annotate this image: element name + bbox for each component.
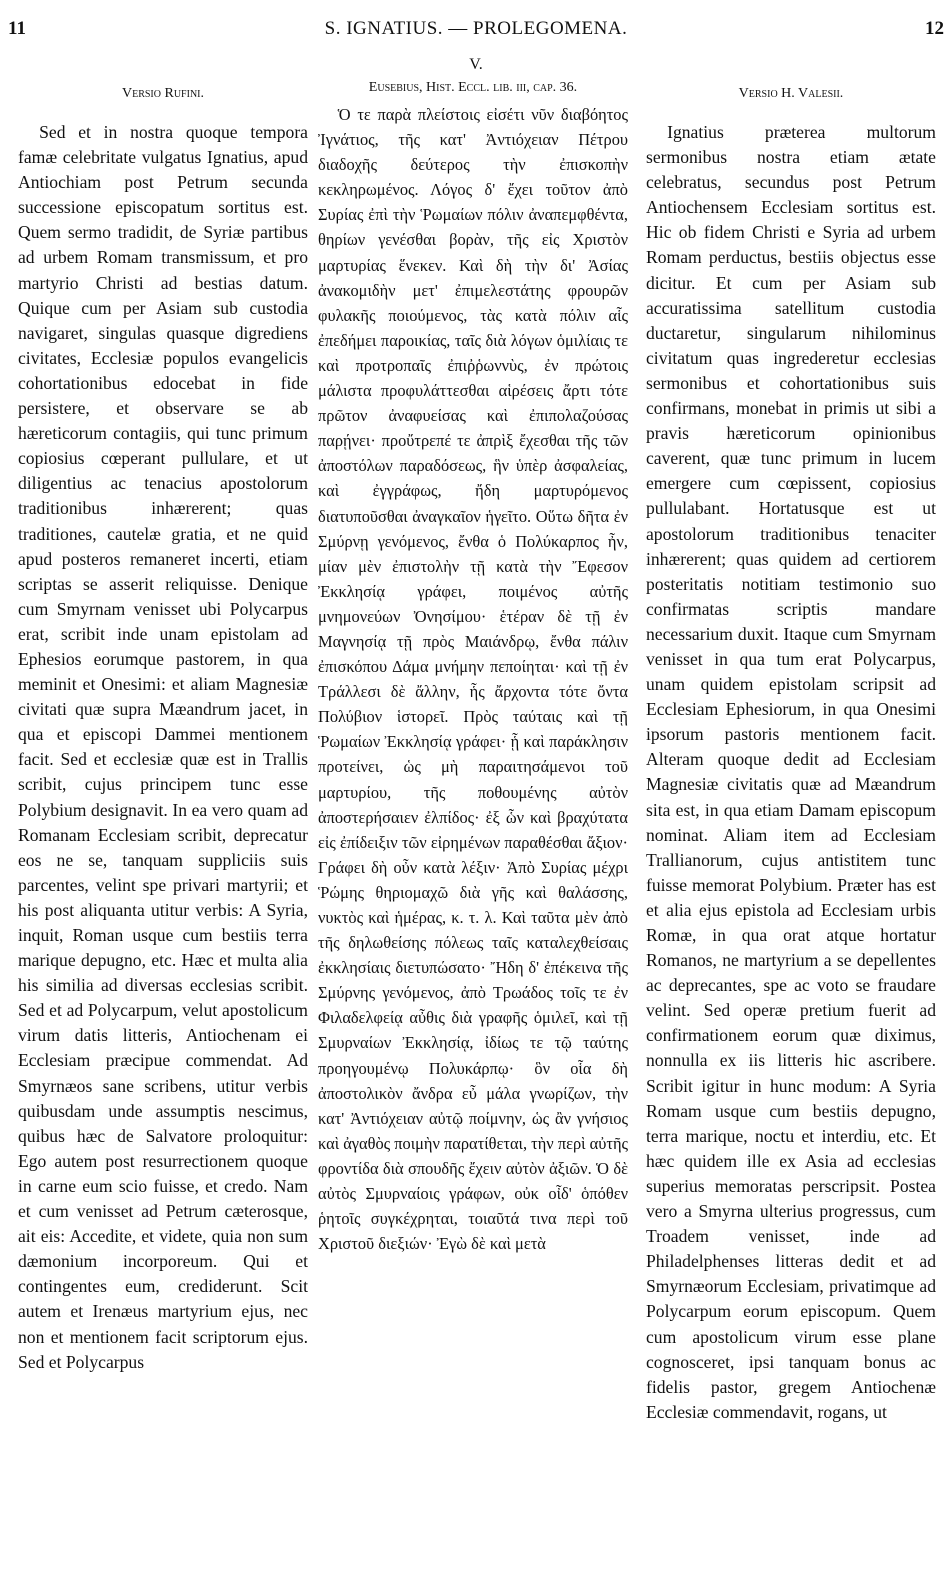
column-text-valesius [646,120,936,1425]
column-eusebius [318,78,628,1256]
column-text-rufinus [18,120,308,1375]
latin-text-rufinus: Sed et in nostra quoque tempora famæ celebritate vulgatus Ignatius, apud Antiochiam post Petrum secunda successione episcopatum sortitus est. Quem sermo tradidit, de Syriæ partibus ad urbem Romam transmissum, et pro martyrio Christi ad bestias datum. Quique cum per Asiam sub custodia navigaret, singulas quasque digrediens civitates, Ecclesiæ populos evangelicis cohortationibus edocebat in fide persistere, et observare se ab hæreticorum contagiis, qui tunc primum copiosius cœperant pullulare, et ut diligentius ac tenacius apostolorum traditionibus inhærerent; quas traditiones, cautelæ gratia, et ne quid apud posteros remaneret incerti, etiam scriptas se asserit reliquisse. Denique cum Smyrnam venisset ubi Polycarpus erat, scribit inde unam epistolam ad Ephesios eorumque pastorem, in qua meminit et Onesimi: et aliam Magnesiæ civitati quæ supra Mæandrum jacet, in qua et episcopi Dammei mentionem facit. Sed et ecclesiæ quæ est in Trallis scribit, cujus principem tunc esse Polybium designavit. In ea vero quam ad Romanam Ecclesiam scribit, deprecatur eos ne se, tanquam suppliciis suis parcentes, velint spe privari martyrii; et his post aliquanta utitur verbis: A Syria, inquit, Roman usque cum bestiis terra marique depugno, etc. Hæc et multa alia his similia ad diversas ecclesias scribit. Sed et ad Polycarpum, velut apostolicum virum datis litteris, Antiochenam ei Ecclesiam præcipue commendat. Ad Smyrnæos sane scribens, utitur verbis quibusdam unde assumptis nescimus, quibus hæc de Salvatore proloquitur: Ego autem post resurrectionem quoque in carne eum scio fuisse, et credo. Nam et cum venisset ad Petrum cæterosque, ait eis: Accedite, et videte, quia non sum dæmonium incorporeum. Qui et contingentes eum, crediderunt. Scit autem et Irenæus martyrium ejus, nec non et mentionem facit scriptorum ejus. Sed et Polycarpus [18,122,308,1372]
section-number: V. [469,56,483,73]
column-rufinus [18,78,308,1375]
running-title: S. IGNATIUS. — PROLEGOMENA. [324,18,628,39]
page-number-left: 11 [8,18,26,39]
greek-text-eusebius: Ὁ τε παρὰ πλείστοις εἰσέτι νῦν διαβόητος Ἰγνάτιος, τῆς κατ' Ἀντιόχειαν Πέτρου διαδοχῆς δεύτερος τὴν ἐπισκοπὴν κεκληρωμένος. Λόγος δ' ἔχει τοῦτον ἀπὸ Συρίας ἐπὶ τὴν Ῥωμαίων πόλιν ἀναπεμφθέντα, θηρίων γενέσθαι βορὰν, τῆς εἰς Χριστὸν μαρτυρίας ἕνεκεν. Καὶ δὴ τὴν δι' Ἀσίας ἀνακομιδὴν μετ' ἐπιμελεστάτης φρουρῶν φυλακῆς ποιούμενος, τὰς κατὰ πόλιν αἷς ἐπεδήμει παροικίας, ταῖς διὰ λόγων ὁμιλίαις τε καὶ προτροπαῖς ἐπιῤῥωννὺς, ἐν πρώτοις μάλιστα προφυλάττεσθαι αἱρέσεις ἄρτι τότε πρῶτον ἀναφυείσας καὶ ἐπιπολαζούσας παρῄνει· προὔτρεπέ τε ἀπρὶξ ἔχεσθαι τῆς τῶν ἀποστόλων παραδόσεως, ἣν ὑπὲρ ἀσφαλείας, καὶ ἐγγράφως, ἤδη μαρτυρόμενος διατυποῦσθαι ἀναγκαῖον ἡγεῖτο. Οὕτω δῆτα ἐν Σμύρνῃ γενόμενος, ἔνθα ὁ Πολύκαρπος ἦν, μίαν μὲν ἐπιστολὴν τῇ κατὰ τὴν Ἔφεσον Ἐκκλησίᾳ γράφει, ποιμένος αὐτῆς μνημονεύων Ὀνησίμου· ἑτέραν δὲ τῇ ἐν Μαγνησίᾳ τῇ πρὸς Μαιάνδρῳ, ἔνθα πάλιν ἐπισκόπου Δάμα μνήμην πεποίηται· καὶ τῇ ἐν Τράλλεσι δὲ ἄλλην, ἧς ἄρχοντα τότε ὄντα Πολύβιον ἱστορεῖ. Πρὸς ταύταις καὶ τῇ Ῥωμαίων Ἐκκλησίᾳ γράφει· ᾗ καὶ παράκλησιν προτείνει, ὡς μὴ παραιτησάμενοι τοῦ μαρτυρίου, τῆς ποθουμένης αὐτὸν ἀποστερήσαιεν ἐλπίδος· ἐξ ὧν καὶ βραχύτατα εἰς ἐπίδειξιν τῶν εἰρημένων παραθέσθαι ἄξιον· Γράφει δὴ οὖν κατὰ λέξιν· Ἀπὸ Συρίας μέχρι Ῥώμης θηριομαχῶ διὰ γῆς καὶ θαλάσσης, νυκτὸς καὶ ἡμέρας, κ. τ. λ. Καὶ ταῦτα μὲν ἀπὸ τῆς δηλωθείσης πόλεως ταῖς καταλεχθείσαις ἐκκλησίαις διετυπώσατο· Ἤδη δ' ἐπέκεινα τῆς Σμύρνης γενόμενος, ἀπὸ Τρωάδος τοῖς τε ἐν Φιλαδελφείᾳ αὖθις διὰ γραφῆς ὁμιλεῖ, καὶ τῇ Σμυρναίων Ἐκκλησίᾳ, ἰδίως τε τῷ ταύτης προηγουμένῳ Πολυκάρπῳ· ὃν οἷα δὴ ἀποστολικὸν ἄνδρα εὖ μάλα γνωρίζων, τὴν κατ' Ἀντιόχειαν αὐτῷ ποίμνην, ὡς ἂν γνήσιος καὶ ἀγαθὸς ποιμὴν παρατίθεται, τὴν περὶ αὐτῆς φροντίδα διὰ σπουδῆς ἔχειν αὐτὸν ἀξιῶν. Ὁ δὲ αὐτὸς Σμυρναίοις γράφων, οὐκ οἶδ' ὁπόθεν ῥητοῖς συγκέχρηται, τοιαῦτά τινα περὶ τοῦ Χριστοῦ διεξιών· Ἐγὼ δὲ καὶ μετὰ [318,105,629,1254]
latin-text-valesius: Ignatius præterea multorum sermonibus nostra etiam ætate celebratus, secundus post Petrum Antiochensem Ecclesiam sortitus est. Hic ob fidem Christi e Syria ad urbem Romam perductus, bestiis objectus esse dicitur. Et cum per Asiam sub accuratissima satellitum custodia ductaretur, singularum nihilominus civitatum quas ingrederetur ecclesias sermonibus et cohortationibus suis confirmans, monebat in primis ut sibi a pravis hæreticorum opinionibus caverent, quæ tunc primum in lucem emergere cum cœpissent, copiosius pullulabant. Hortatusque est ut apostolorum traditionibus tenaciter inhærerent; quas quidem ad certiorem posteritatis notitiam testimonio suo confirmatas scriptis mandare necessarium duxit. Itaque cum Smyrnam venisset in qua tum erat Polycarpus, unam quidem epistolam scripsit ad Ecclesiam Ephesiorum, in qua Onesimi ipsorum pastoris mentionem facit. Alteram quoque dedit ad Ecclesiam Magnesiæ civitatis quæ ad Mæandrum sita est, in qua etiam Damam episcopum nominat. Aliam item ad Ecclesiam Trallianorum, cujus antistitem tunc fuisse memorat Polybium. Præter has est et alia ejus epistola ad Ecclesiam urbis Romæ, in qua orat atque hortatur Romanos, ne martyrium a se depellentes ac deprecantes, spe ac voto se fraudare velint. Sed operæ pretium fuerit ad confirmationem eorum quæ diximus, nonnulla ex iis litteris hic ascribere. Scribit igitur in hunc modum: A Syria Romam usque cum bestiis depugno, terra marique, noctu et interdiu, etc. Et hæc quidem ille ex Asia ad ecclesias superius memoratas perscripsit. Postea vero a Smyrna ulterius progressus, cum Troadem venisset, inde ad Philadelphenses litteras dedit et ad Smyrnæorum Ecclesiam, privatimque ad Polycarpum eorum episcopum. Quem cum apostolicum virum esse plane cognosceret, ipsi tanquam bonus ac fidelis pastor, gregem Antiochenæ Ecclesiæ commendavit, rogans, ut [646,122,936,1422]
column-heading-valesius: Versio H. Valesii. [738,86,844,101]
page-header [0,18,952,44]
column-text-eusebius [318,102,628,1256]
page-number-right: 12 [925,18,944,39]
column-valesius [646,78,936,1425]
column-heading-eusebius: Eusebius, Hist. Eccl. lib. iii, cap. 36. [368,80,578,95]
column-heading-rufinus: Versio Rufini. [121,86,204,101]
